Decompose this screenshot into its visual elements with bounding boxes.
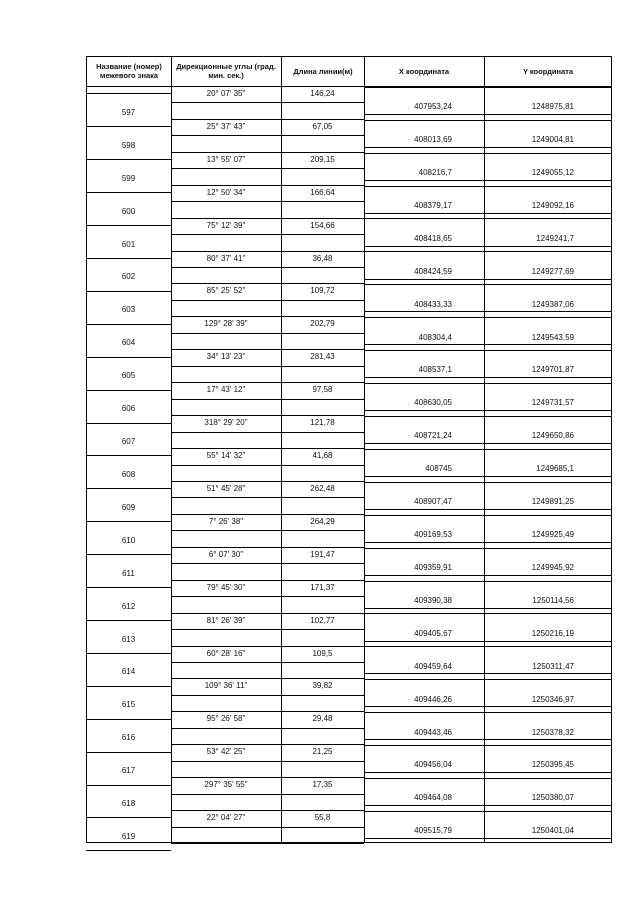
table-row-border xyxy=(364,153,612,154)
direction-angle-cell: 81° 26' 39" xyxy=(206,616,246,625)
boundary-mark-name: 605 xyxy=(121,371,136,380)
line-length-cell: 109,5 xyxy=(312,649,333,658)
table-row-border xyxy=(171,629,364,630)
boundary-mark-name: 600 xyxy=(121,207,136,216)
header-x: X координата xyxy=(398,66,450,76)
boundary-mark-name: 604 xyxy=(121,338,136,347)
table-row-border xyxy=(364,311,612,312)
line-length-cell: 209,15 xyxy=(310,155,335,164)
table-row-border xyxy=(86,620,171,621)
boundary-mark-name: 610 xyxy=(121,536,136,545)
boundary-mark-name: 612 xyxy=(121,602,136,611)
direction-angle-cell: 55° 14' 32" xyxy=(206,451,246,460)
table-row-border xyxy=(171,563,364,564)
x-coordinate-cell: 409459,64 xyxy=(414,662,452,671)
table-row-border xyxy=(86,159,171,160)
direction-angle-cell: 85° 25' 52" xyxy=(206,286,246,295)
table-row-border xyxy=(171,234,364,235)
y-coordinate-cell: 1249004,81 xyxy=(531,135,574,144)
table-row-border xyxy=(364,712,612,713)
header-length: Длина линии(м) xyxy=(293,66,353,76)
table-row-border xyxy=(364,383,612,384)
y-coordinate-cell: 1250380,07 xyxy=(531,793,574,802)
table-row-border xyxy=(364,673,612,674)
y-coordinate-cell: 1249731,57 xyxy=(531,398,574,407)
table-row-border xyxy=(364,811,612,812)
table-row-border xyxy=(171,465,364,466)
line-length-cell: 55,8 xyxy=(314,813,331,822)
table-row-border xyxy=(364,542,612,543)
table-row-border xyxy=(86,324,171,325)
table-row-border xyxy=(86,719,171,720)
table-row-border xyxy=(364,739,612,740)
boundary-mark-name: 602 xyxy=(121,272,136,281)
direction-angle-cell: 6° 07' 30" xyxy=(208,550,244,559)
table-row-border xyxy=(171,695,364,696)
x-coordinate-cell: 408418,65 xyxy=(414,234,452,243)
table-row-border xyxy=(86,93,171,94)
table-row-border xyxy=(86,817,171,818)
boundary-mark-name: 599 xyxy=(121,174,136,183)
line-length-cell: 29,48 xyxy=(312,714,333,723)
table-row-border xyxy=(364,377,612,378)
line-length-cell: 41,68 xyxy=(312,451,333,460)
table-row-border xyxy=(364,838,612,839)
y-coordinate-cell: 1249891,25 xyxy=(531,497,574,506)
y-coordinate-cell: 1250216,19 xyxy=(531,629,574,638)
line-length-cell: 21,25 xyxy=(312,747,333,756)
table-row-border xyxy=(86,554,171,555)
table-row-border xyxy=(171,168,364,169)
table-row-border xyxy=(171,728,364,729)
x-coordinate-cell: 409359,91 xyxy=(414,563,452,572)
table-row-border xyxy=(364,279,612,280)
table-row-border xyxy=(86,225,171,226)
line-length-cell: 109,72 xyxy=(310,286,335,295)
line-length-cell: 121,78 xyxy=(310,418,335,427)
y-coordinate-cell: 1250401,04 xyxy=(531,826,574,835)
table-row-border xyxy=(364,706,612,707)
direction-angle-cell: 129° 28' 39" xyxy=(204,319,248,328)
table-row-border xyxy=(364,246,612,247)
direction-angle-cell: 109° 36' 11" xyxy=(204,681,248,690)
line-length-cell: 166,64 xyxy=(310,188,335,197)
y-coordinate-cell: 1249387,06 xyxy=(531,300,574,309)
boundary-mark-name: 616 xyxy=(121,733,136,742)
y-coordinate-cell: 1249543,59 xyxy=(531,333,574,342)
table-row-border xyxy=(86,587,171,588)
direction-angle-cell: 34° 13' 23" xyxy=(206,352,246,361)
direction-angle-cell: 80° 37' 41" xyxy=(206,254,246,263)
x-coordinate-cell: 409443,46 xyxy=(414,728,452,737)
boundary-mark-name: 613 xyxy=(121,635,136,644)
table-row-border xyxy=(364,745,612,746)
boundary-mark-name: 601 xyxy=(121,240,136,249)
table-row-border xyxy=(171,366,364,367)
table-row-border xyxy=(364,114,612,115)
table-row-border xyxy=(364,778,612,779)
y-coordinate-cell: 1248975,81 xyxy=(531,102,574,111)
x-coordinate-cell: 408379,17 xyxy=(414,201,452,210)
direction-angle-cell: 53° 42' 25" xyxy=(206,747,246,756)
table-row-border xyxy=(364,251,612,252)
x-coordinate-cell: 408216,7 xyxy=(418,168,452,177)
table-row-border xyxy=(86,357,171,358)
table-row-border xyxy=(86,521,171,522)
header-name: Название (номер) межевого знака xyxy=(96,62,162,80)
table-row-border xyxy=(171,662,364,663)
table-row-border xyxy=(86,390,171,391)
direction-angle-cell: 75° 12' 39" xyxy=(206,221,246,230)
direction-angle-cell: 51° 45' 28" xyxy=(206,484,246,493)
x-coordinate-cell: 409515,79 xyxy=(414,826,452,835)
table-row-border xyxy=(171,201,364,202)
direction-angle-cell: 297° 35' 55" xyxy=(204,780,248,789)
table-row-border xyxy=(364,476,612,477)
x-coordinate-cell: 408537,1 xyxy=(418,365,452,374)
table-row-border xyxy=(364,213,612,214)
line-length-cell: 202,79 xyxy=(310,319,335,328)
table-row-border xyxy=(364,641,612,642)
boundary-mark-name: 615 xyxy=(121,700,136,709)
boundary-mark-name: 598 xyxy=(121,141,136,150)
line-length-cell: 191,47 xyxy=(310,550,335,559)
x-coordinate-cell: 409456,04 xyxy=(414,760,452,769)
table-row-border xyxy=(364,679,612,680)
direction-angle-cell: 17° 43' 12" xyxy=(206,385,246,394)
direction-angle-cell: 12° 50' 34" xyxy=(206,188,246,197)
table-row-border xyxy=(171,399,364,400)
boundary-mark-name: 608 xyxy=(121,470,136,479)
direction-angle-cell: 13° 55' 07" xyxy=(206,155,246,164)
direction-angle-cell: 318° 29' 20" xyxy=(204,418,248,427)
line-length-cell: 154,66 xyxy=(310,221,335,230)
line-length-cell: 36,48 xyxy=(312,254,333,263)
table-row-border xyxy=(86,455,171,456)
table-row-border xyxy=(86,850,171,851)
table-row-border xyxy=(86,686,171,687)
line-length-cell: 67,05 xyxy=(312,122,333,131)
y-coordinate-cell: 1249241,7 xyxy=(536,234,574,243)
y-coordinate-cell: 1250395,45 xyxy=(531,760,574,769)
boundary-mark-name: 603 xyxy=(121,305,136,314)
x-coordinate-cell: 407953,24 xyxy=(414,102,452,111)
table-row-border xyxy=(364,482,612,483)
table-row-border xyxy=(86,653,171,654)
table-row-border xyxy=(364,646,612,647)
table-row-border xyxy=(364,443,612,444)
direction-angle-cell: 60° 28' 16" xyxy=(206,649,246,658)
table-row-border xyxy=(364,548,612,549)
table-row-border xyxy=(364,317,612,318)
y-coordinate-cell: 1250346,97 xyxy=(531,695,574,704)
boundary-mark-name: 617 xyxy=(121,766,136,775)
line-length-cell: 262,48 xyxy=(310,484,335,493)
boundary-mark-name: 614 xyxy=(121,667,136,676)
table-row-border xyxy=(86,291,171,292)
direction-angle-cell: 22° 04' 27" xyxy=(206,813,246,822)
y-coordinate-cell: 1249055,12 xyxy=(531,168,574,177)
line-length-cell: 39,82 xyxy=(312,681,333,690)
x-coordinate-cell: 409405,67 xyxy=(414,629,452,638)
table-row-border xyxy=(364,87,612,88)
table-row-border xyxy=(364,186,612,187)
header-y: Y координата xyxy=(522,66,574,76)
table-row-border xyxy=(364,608,612,609)
line-length-cell: 171,37 xyxy=(310,583,335,592)
x-coordinate-cell: 409446,26 xyxy=(414,695,452,704)
table-row-border xyxy=(86,488,171,489)
table-row-border xyxy=(364,416,612,417)
y-coordinate-cell: 1249277,69 xyxy=(531,267,574,276)
table-row-border xyxy=(171,530,364,531)
table-row-border xyxy=(86,258,171,259)
y-coordinate-cell: 1249650,86 xyxy=(531,431,574,440)
y-coordinate-cell: 1250378,32 xyxy=(531,728,574,737)
table-row-border xyxy=(364,410,612,411)
table-row-border xyxy=(364,180,612,181)
table-row-border xyxy=(171,843,364,844)
table-row-border xyxy=(364,218,612,219)
y-coordinate-cell: 1250114,56 xyxy=(532,596,574,605)
direction-angle-cell: 79° 45' 30" xyxy=(206,583,246,592)
table-row-border xyxy=(364,449,612,450)
boundary-mark-name: 607 xyxy=(121,437,136,446)
x-coordinate-cell: 408630,05 xyxy=(414,398,452,407)
x-coordinate-cell: 408745 xyxy=(425,464,452,473)
table-row-border xyxy=(171,794,364,795)
table-row-border xyxy=(171,497,364,498)
x-coordinate-cell: 408721,24 xyxy=(414,431,452,440)
boundary-mark-name: 606 xyxy=(121,404,136,413)
boundary-mark-name: 618 xyxy=(121,799,136,808)
x-coordinate-cell: 408907,47 xyxy=(414,497,452,506)
table-row-border xyxy=(171,267,364,268)
table-row-border xyxy=(364,284,612,285)
y-coordinate-cell: 1249925,49 xyxy=(531,530,574,539)
direction-angle-cell: 95° 26' 58" xyxy=(206,714,246,723)
table-row-border xyxy=(364,613,612,614)
table-row-border xyxy=(86,785,171,786)
header-angle: Дирекционные углы (град. мин. сек.) xyxy=(176,62,276,80)
table-row-border xyxy=(364,515,612,516)
boundary-coordinates-table xyxy=(86,56,612,843)
table-row-border xyxy=(171,761,364,762)
x-coordinate-cell: 408433,33 xyxy=(414,300,452,309)
y-coordinate-cell: 1249092,16 xyxy=(531,201,574,210)
table-row-border xyxy=(364,147,612,148)
direction-angle-cell: 20° 07' 35" xyxy=(206,89,246,98)
table-row-border xyxy=(364,805,612,806)
line-length-cell: 17,35 xyxy=(312,780,333,789)
x-coordinate-cell: 408424,59 xyxy=(414,267,452,276)
table-row-border xyxy=(86,423,171,424)
table-row-border xyxy=(364,772,612,773)
x-coordinate-cell: 408013,69 xyxy=(414,135,452,144)
x-coordinate-cell: 409390,38 xyxy=(414,596,452,605)
y-coordinate-cell: 1249945,92 xyxy=(531,563,574,572)
y-coordinate-cell: 1249701,87 xyxy=(531,365,574,374)
table-row-border xyxy=(364,120,612,121)
direction-angle-cell: 7° 26' 38" xyxy=(208,517,244,526)
table-row-border xyxy=(171,300,364,301)
table-row-border xyxy=(364,509,612,510)
boundary-mark-name: 609 xyxy=(121,503,136,512)
table-row-border xyxy=(364,350,612,351)
boundary-mark-name: 597 xyxy=(121,108,136,117)
x-coordinate-cell: 409464,08 xyxy=(414,793,452,802)
table-row-border xyxy=(171,102,364,103)
table-row-border xyxy=(171,333,364,334)
line-length-cell: 102,77 xyxy=(310,616,335,625)
table-row-border xyxy=(364,581,612,582)
table-row-border xyxy=(364,575,612,576)
table-row-border xyxy=(86,56,612,57)
y-coordinate-cell: 1249685,1 xyxy=(536,464,574,473)
boundary-mark-name: 611 xyxy=(122,569,135,578)
table-row-border xyxy=(86,192,171,193)
table-row-border xyxy=(171,596,364,597)
table-row-border xyxy=(86,752,171,753)
line-length-cell: 97,58 xyxy=(312,385,333,394)
boundary-mark-name: 619 xyxy=(121,832,136,841)
direction-angle-cell: 25° 37' 43" xyxy=(206,122,246,131)
x-coordinate-cell: 409169,53 xyxy=(414,530,452,539)
table-row-border xyxy=(171,432,364,433)
table-row-border xyxy=(171,827,364,828)
y-coordinate-cell: 1250311,47 xyxy=(532,662,574,671)
table-row-border xyxy=(364,344,612,345)
line-length-cell: 146,24 xyxy=(310,89,335,98)
table-row-border xyxy=(171,135,364,136)
table-row-border xyxy=(86,126,171,127)
line-length-cell: 281,43 xyxy=(310,352,335,361)
x-coordinate-cell: 408304,4 xyxy=(418,333,452,342)
line-length-cell: 264,29 xyxy=(310,517,335,526)
